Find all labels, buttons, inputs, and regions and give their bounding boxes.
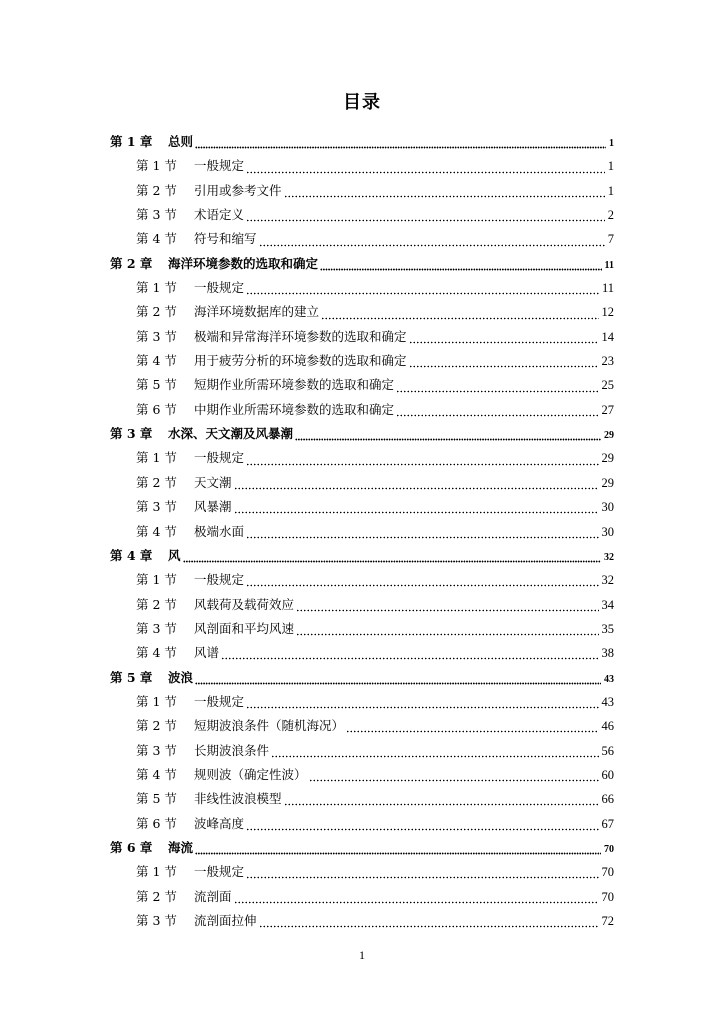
toc-entry-title: 长期波浪条件: [194, 742, 270, 758]
toc-entry-page: 70: [604, 843, 614, 855]
toc-entry-title: 风载荷及载荷效应: [194, 596, 295, 612]
toc-section-entry[interactable]: [110, 641, 614, 665]
toc-entry-number: 第 4 节: [136, 645, 177, 661]
toc-entry-title: 风: [168, 547, 181, 563]
toc-section-entry[interactable]: [110, 325, 614, 349]
dot-leader: [295, 429, 601, 443]
toc-entry-number: 第 2 节: [136, 304, 177, 320]
toc-entry-title: 极端水面: [194, 523, 245, 539]
toc-section-entry[interactable]: [110, 812, 614, 836]
toc-entry-number: 第 6 节: [136, 815, 177, 831]
toc-entry-title: 流剖面拉伸: [194, 913, 257, 928]
toc-entry-page: 14: [601, 329, 614, 344]
toc-section-entry[interactable]: [110, 520, 614, 544]
dot-leader: [246, 162, 605, 176]
table-of-contents: [110, 130, 614, 933]
dot-leader: [246, 819, 598, 833]
toc-entry-title: 极端和异常海洋环境参数的选取和确定: [194, 328, 407, 344]
toc-entry-number: 第 4 节: [136, 231, 177, 247]
toc-entry-title: 风暴潮: [194, 499, 232, 515]
dot-leader: [183, 551, 601, 565]
dot-leader: [246, 697, 598, 711]
dot-leader: [195, 137, 606, 151]
toc-entry-page: 60: [601, 767, 614, 782]
toc-entry-title: 总则: [168, 134, 194, 149]
toc-entry-title: 一般规定: [194, 450, 245, 466]
toc-entry-page: 43: [604, 673, 614, 685]
toc-entry-number: 第 5 节: [136, 791, 177, 807]
toc-entry-title: 海流: [168, 839, 194, 855]
toc-chapter-entry[interactable]: [110, 666, 614, 690]
toc-section-entry[interactable]: [110, 593, 614, 617]
toc-section-entry[interactable]: [110, 276, 614, 300]
dot-leader: [234, 478, 599, 492]
toc-section-entry[interactable]: [110, 398, 614, 422]
dot-leader: [309, 770, 599, 784]
dot-leader: [296, 600, 598, 614]
toc-entry-page: 27: [601, 402, 614, 417]
toc-entry-number: 第 3 节: [136, 620, 177, 636]
toc-entry-number: 第 1 节: [136, 280, 177, 296]
toc-entry-page: 29: [601, 475, 614, 490]
dot-leader: [259, 235, 605, 249]
toc-section-entry[interactable]: [110, 617, 614, 641]
dot-leader: [234, 892, 599, 906]
toc-entry-number: 第 1 节: [136, 693, 177, 709]
toc-entry-number: 第 3 节: [136, 742, 177, 758]
toc-entry-number: 第 4 节: [136, 353, 177, 369]
toc-entry-page: 7: [607, 232, 614, 247]
toc-entry-number: 第 1 章: [110, 134, 153, 149]
toc-section-entry[interactable]: [110, 714, 614, 738]
toc-chapter-entry[interactable]: [110, 544, 614, 568]
toc-entry-page: 67: [601, 816, 614, 831]
toc-chapter-entry[interactable]: [110, 422, 614, 446]
toc-section-entry[interactable]: [110, 787, 614, 811]
toc-section-entry[interactable]: [110, 885, 614, 909]
dot-leader: [396, 381, 598, 395]
toc-entry-title: 一般规定: [194, 693, 245, 709]
toc-section-entry[interactable]: [110, 495, 614, 519]
toc-entry-page: 2: [607, 208, 614, 223]
toc-entry-page: 1: [607, 183, 614, 198]
toc-entry-title: 天文潮: [194, 474, 232, 490]
toc-section-entry[interactable]: [110, 739, 614, 763]
toc-entry-title: 非线性波浪模型: [194, 791, 282, 807]
toc-entry-number: 第 4 章: [110, 547, 153, 563]
dot-leader: [246, 867, 598, 881]
dot-leader: [320, 259, 602, 273]
dot-leader: [346, 721, 598, 735]
toc-entry-page: 38: [601, 646, 614, 661]
dot-leader: [246, 210, 605, 224]
dot-leader: [221, 648, 598, 662]
dot-leader: [296, 624, 598, 638]
toc-entry-title: 一般规定: [194, 158, 245, 174]
dot-leader: [195, 673, 601, 687]
toc-section-entry[interactable]: [110, 568, 614, 592]
toc-section-entry[interactable]: [110, 860, 614, 884]
toc-entry-number: 第 2 节: [136, 596, 177, 612]
toc-entry-page: 70: [601, 865, 614, 880]
toc-entry-title: 用于疲劳分析的环境参数的选取和确定: [194, 353, 407, 369]
toc-section-entry[interactable]: [110, 690, 614, 714]
dot-leader: [246, 283, 599, 297]
toc-entry-number: 第 3 节: [136, 207, 177, 223]
toc-entry-page: 43: [601, 694, 614, 709]
toc-section-entry[interactable]: [110, 154, 614, 178]
toc-entry-title: 引用或参考文件: [194, 182, 282, 198]
toc-entry-page: 30: [601, 524, 614, 539]
toc-entry-page: 12: [601, 305, 614, 320]
page-number: 1: [359, 948, 365, 962]
toc-entry-number: 第 2 节: [136, 474, 177, 490]
toc-entry-title: 波峰高度: [194, 815, 245, 831]
toc-entry-number: 第 3 章: [110, 426, 153, 442]
toc-entry-title: 术语定义: [194, 207, 245, 223]
toc-entry-title: 规则波（确定性波）: [194, 766, 307, 782]
toc-entry-number: 第 3 节: [136, 328, 177, 344]
toc-entry-number: 第 1 节: [136, 450, 177, 466]
toc-entry-title: 水深、天文潮及风暴潮: [168, 426, 294, 442]
page-title: 目录: [343, 92, 381, 113]
toc-entry-page: 1: [607, 159, 614, 174]
toc-entry-number: 第 5 章: [110, 669, 153, 685]
toc-entry-page: 56: [601, 743, 614, 758]
toc-section-entry[interactable]: [110, 349, 614, 373]
toc-entry-title: 一般规定: [194, 864, 245, 880]
toc-entry-number: 第 3 节: [136, 499, 177, 515]
toc-entry-page: 35: [601, 621, 614, 636]
toc-entry-title: 风谱: [194, 645, 220, 661]
toc-entry-title: 流剖面: [194, 888, 232, 904]
dot-leader: [259, 916, 599, 930]
toc-entry-number: 第 2 节: [136, 888, 177, 904]
toc-entry-page: 72: [601, 914, 614, 928]
toc-section-entry[interactable]: [110, 203, 614, 227]
toc-entry-page: 1: [609, 138, 614, 149]
toc-entry-number: 第 1 节: [136, 158, 177, 174]
toc-chapter-entry[interactable]: [110, 130, 614, 154]
toc-chapter-entry[interactable]: [110, 836, 614, 860]
toc-entry-page: 30: [601, 500, 614, 515]
toc-entry-page: 32: [601, 573, 614, 588]
toc-section-entry[interactable]: [110, 373, 614, 397]
toc-entry-page: 46: [601, 719, 614, 734]
toc-entry-number: 第 3 节: [136, 913, 177, 928]
toc-section-entry[interactable]: [110, 300, 614, 324]
dot-leader: [246, 527, 598, 541]
toc-entry-page: 23: [601, 354, 614, 369]
toc-entry-number: 第 2 节: [136, 718, 177, 734]
dot-leader: [284, 794, 599, 808]
toc-entry-number: 第 6 节: [136, 401, 177, 417]
toc-entry-number: 第 4 节: [136, 766, 177, 782]
toc-entry-number: 第 4 节: [136, 523, 177, 539]
toc-entry-page: 66: [601, 792, 614, 807]
toc-entry-page: 32: [604, 551, 614, 563]
toc-entry-title: 波浪: [168, 669, 194, 685]
dot-leader: [396, 405, 598, 419]
toc-entry-title: 短期波浪条件（随机海况）: [194, 718, 345, 734]
toc-entry-number: 第 2 章: [110, 255, 153, 271]
toc-section-entry[interactable]: [110, 227, 614, 251]
toc-entry-title: 风剖面和平均风速: [194, 620, 295, 636]
toc-entry-page: 29: [601, 451, 614, 466]
toc-entry-number: 第 6 章: [110, 839, 153, 855]
toc-section-entry[interactable]: [110, 763, 614, 787]
toc-entry-page: 34: [601, 597, 614, 612]
toc-entry-number: 第 1 节: [136, 864, 177, 880]
toc-entry-page: 11: [601, 281, 614, 296]
dot-leader: [246, 454, 598, 468]
dot-leader: [195, 843, 601, 857]
toc-entry-page: 70: [601, 889, 614, 904]
toc-entry-title: 海洋环境参数的选取和确定: [168, 255, 319, 271]
dot-leader: [409, 332, 599, 346]
toc-entry-page: 25: [601, 378, 614, 393]
toc-entry-title: 海洋环境数据库的建立: [194, 304, 320, 320]
dot-leader: [409, 356, 599, 370]
toc-entry-number: 第 5 节: [136, 377, 177, 393]
dot-leader: [246, 575, 598, 589]
toc-entry-page: 11: [604, 259, 614, 271]
toc-entry-title: 短期作业所需环境参数的选取和确定: [194, 377, 395, 393]
toc-entry-number: 第 1 节: [136, 572, 177, 588]
toc-entry-number: 第 2 节: [136, 182, 177, 198]
toc-entry-title: 符号和缩写: [194, 231, 257, 247]
dot-leader: [284, 186, 605, 200]
dot-leader: [234, 502, 599, 516]
toc-entry-title: 一般规定: [194, 572, 245, 588]
dot-leader: [321, 308, 598, 322]
toc-entry-title: 中期作业所需环境参数的选取和确定: [194, 401, 395, 417]
toc-entry-page: 29: [604, 430, 614, 442]
toc-section-entry[interactable]: [110, 179, 614, 203]
toc-section-entry[interactable]: [110, 471, 614, 495]
dot-leader: [271, 746, 598, 760]
toc-entry-title: 一般规定: [194, 280, 245, 296]
toc-section-entry[interactable]: [110, 909, 614, 933]
toc-section-entry[interactable]: [110, 446, 614, 470]
toc-chapter-entry[interactable]: [110, 252, 614, 276]
